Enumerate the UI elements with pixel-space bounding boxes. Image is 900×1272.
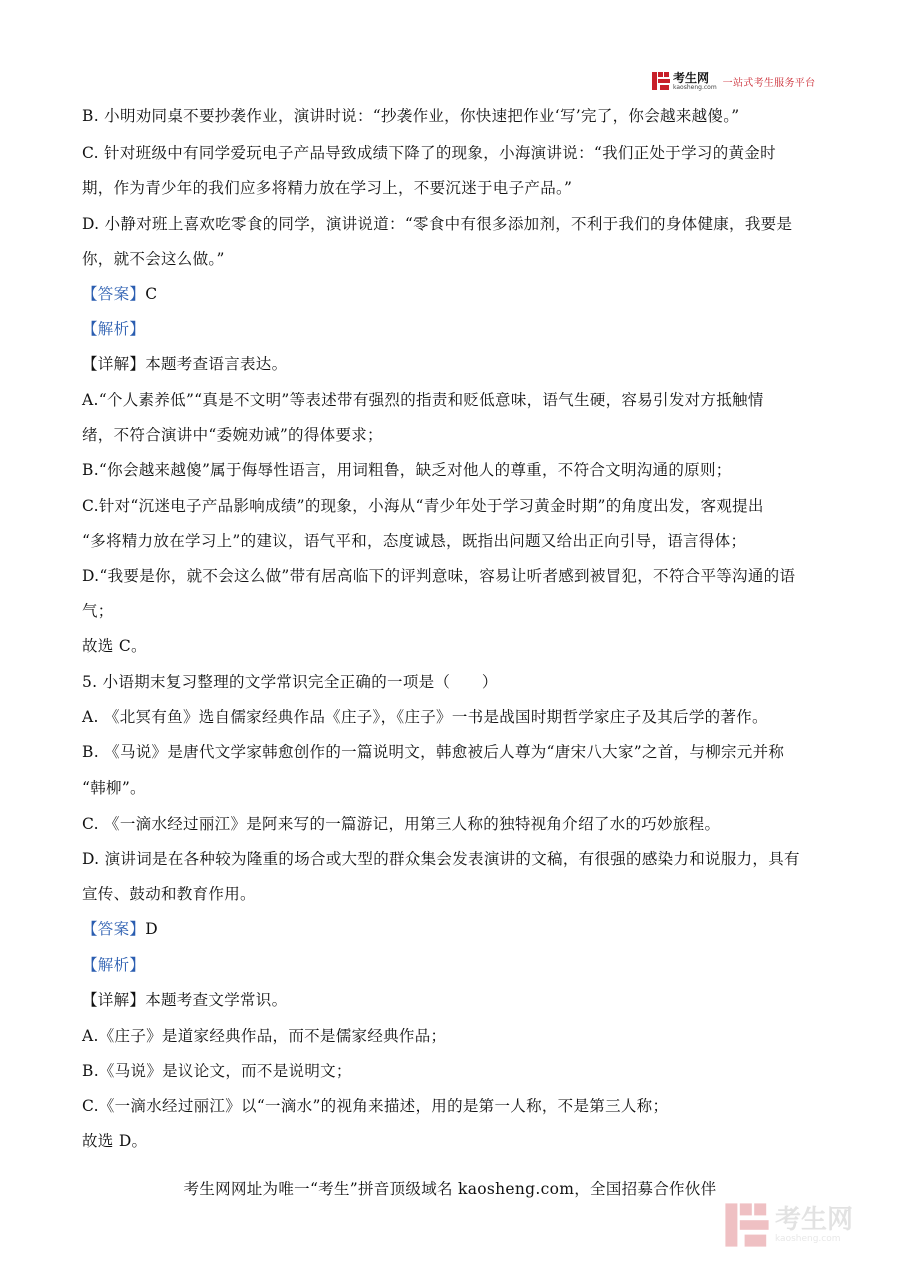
brand-name: 考生网 <box>673 70 710 85</box>
answer-value: C <box>145 285 158 303</box>
q5-stem: 5. 小语期末复习整理的文学常识完全正确的一项是（ ） <box>82 673 498 691</box>
q4-explain-c-line2: “多将精力放在学习上”的建议，语气平和，态度诚恳，既指出问题又给出正向引导，语言得体； <box>82 532 747 550</box>
watermark <box>725 1200 885 1250</box>
answer-value: D <box>145 920 158 938</box>
q5-explain-c: C.《一滴水经过丽江》以“一滴水”的视角来描述，用的是第一人称，不是第三人称； <box>82 1097 669 1115</box>
watermark-text <box>775 1204 854 1244</box>
q4-option-d-line2: 你，就不会这么做。” <box>82 250 225 268</box>
q4-option-b: B. 小明劝同桌不要抄袭作业，演讲时说：“抄袭作业，你快速把作业‘写’完了，你会越来越傻。” <box>82 107 740 125</box>
q4-option-d-line1: D. 小静对班上喜欢吃零食的同学，演讲说道：“零食中有很多添加剂，不利于我们的身体健康，我要是 <box>82 215 793 233</box>
q4-detail: 【详解】本题考查语言表达。 <box>82 355 288 373</box>
q5-option-b-line1: B. 《马说》是唐代文学家韩愈创作的一篇说明文，韩愈被后人尊为“唐宋八大家”之首，与柳宗元并称 <box>82 743 785 761</box>
header-logo[interactable] <box>652 70 815 92</box>
q5-explain-a: A.《庄子》是道家经典作品，而不是儒家经典作品； <box>82 1027 447 1045</box>
brand-domain: kaosheng.com <box>673 83 717 91</box>
q4-analysis-tag: 【解析】 <box>82 320 146 338</box>
q4-explain-d-line1: D.“我要是你，就不会这么做”带有居高临下的评判意味，容易让听者感到被冒犯，不符合平等沟通的语 <box>82 567 796 585</box>
q4-option-c-line1: C. 针对班级中有同学爱玩电子产品导致成绩下降了的现象，小海演讲说：“我们正处于学习的黄金时 <box>82 144 776 162</box>
q5-detail: 【详解】本题考查文学常识。 <box>82 991 288 1009</box>
kaosheng-logo-icon <box>652 71 670 91</box>
q5-analysis-tag: 【解析】 <box>82 956 146 974</box>
q4-explain-d-line2: 气； <box>82 602 114 620</box>
q4-answer <box>82 284 157 304</box>
brand-block <box>673 72 717 91</box>
q5-option-b-line2: “韩柳”。 <box>82 779 146 797</box>
q4-explain-b: B.“你会越来越傻”属于侮辱性语言，用词粗鲁，缺乏对他人的尊重，不符合文明沟通的原则； <box>82 461 732 479</box>
kaosheng-watermark-icon <box>725 1201 769 1249</box>
q5-conclusion: 故选 D。 <box>82 1132 148 1150</box>
brand-slogan: 一站式考生服务平台 <box>722 77 816 89</box>
q5-explain-b: B.《马说》是议论文，而不是说明文； <box>82 1062 352 1080</box>
answer-tag: 【答案】 <box>82 285 146 303</box>
q4-conclusion: 故选 C。 <box>82 637 147 655</box>
q5-option-c: C. 《一滴水经过丽江》是阿来写的一篇游记，用第三人称的独特视角介绍了水的巧妙旅程。 <box>82 815 721 833</box>
page-footer: 考生网网址为唯一“考生”拼音顶级域名 kaosheng.com，全国招募合作伙伴 <box>183 1180 717 1198</box>
q4-explain-c-line1: C.针对“沉迷电子产品影响成绩”的现象，小海从“青少年处于学习黄金时期”的角度出发，客观提出 <box>82 497 764 515</box>
watermark-brand: 考生网 <box>775 1204 854 1235</box>
answer-tag: 【答案】 <box>82 920 146 938</box>
q5-option-d-line2: 宣传、鼓动和教育作用。 <box>82 885 256 903</box>
q4-option-c-line2: 期，作为青少年的我们应多将精力放在学习上，不要沉迷于电子产品。” <box>82 179 573 197</box>
watermark-domain: kaosheng.com <box>775 1233 841 1244</box>
q4-explain-a-line2: 绪，不符合演讲中“委婉劝诫”的得体要求； <box>82 426 383 444</box>
q4-explain-a-line1: A.“个人素养低”“真是不文明”等表述带有强烈的指责和贬低意味，语气生硬，容易引发对方抵触情 <box>82 391 764 409</box>
q5-option-a: A. 《北冥有鱼》选自儒家经典作品《庄子》，《庄子》一书是战国时期哲学家庄子及其后学的著作。 <box>82 708 768 726</box>
q5-answer <box>82 919 158 939</box>
q5-option-d-line1: D. 演讲词是在各种较为隆重的场合或大型的群众集会发表演讲的文稿，有很强的感染力和说服力，具有 <box>82 850 800 868</box>
